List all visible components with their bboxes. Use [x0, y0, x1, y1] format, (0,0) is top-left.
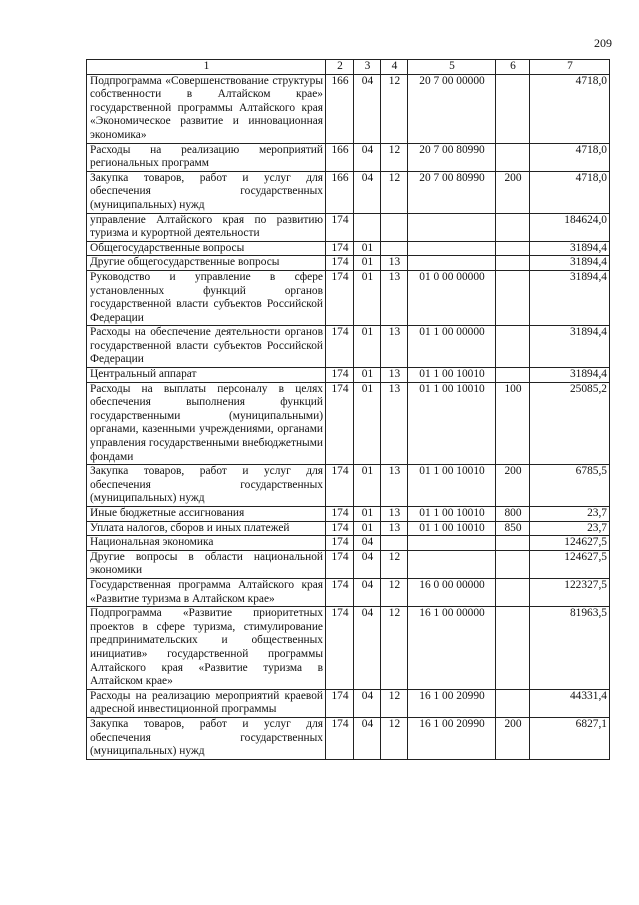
row-name: Другие вопросы в области национальной экономики — [87, 550, 326, 578]
table-row — [87, 270, 610, 325]
subsection-code — [381, 241, 408, 256]
subsection-code: 12 — [381, 550, 408, 578]
row-name: Расходы на реализацию мероприятий краевой адресной инвестиционной программы — [87, 689, 326, 717]
expense-type-code: 850 — [496, 521, 530, 536]
row-name: управление Алтайского края по развитию туризма и курортной деятельности — [87, 213, 326, 241]
amount: 23,7 — [530, 507, 610, 522]
subsection-code: 13 — [381, 465, 408, 507]
table-row — [87, 536, 610, 551]
ministry-code: 174 — [326, 507, 354, 522]
target-article-code: 01 1 00 10010 — [408, 382, 496, 465]
subsection-code: 13 — [381, 507, 408, 522]
column-header: 3 — [354, 60, 381, 75]
column-header: 7 — [530, 60, 610, 75]
expense-type-code: 800 — [496, 507, 530, 522]
target-article-code — [408, 213, 496, 241]
amount: 6827,1 — [530, 717, 610, 759]
row-name: Иные бюджетные ассигнования — [87, 507, 326, 522]
table-row — [87, 74, 610, 143]
column-header: 5 — [408, 60, 496, 75]
row-name: Центральный аппарат — [87, 368, 326, 383]
section-code: 04 — [354, 550, 381, 578]
target-article-code: 01 0 00 00000 — [408, 270, 496, 325]
expense-type-code — [496, 607, 530, 690]
target-article-code: 01 1 00 10010 — [408, 465, 496, 507]
section-code: 01 — [354, 270, 381, 325]
section-code: 04 — [354, 171, 381, 213]
table-row — [87, 689, 610, 717]
table-row — [87, 521, 610, 536]
amount: 124627,5 — [530, 550, 610, 578]
expense-type-code — [496, 143, 530, 171]
subsection-code — [381, 536, 408, 551]
ministry-code: 174 — [326, 550, 354, 578]
section-code — [354, 213, 381, 241]
section-code: 04 — [354, 607, 381, 690]
row-name: Уплата налогов, сборов и иных платежей — [87, 521, 326, 536]
expense-type-code — [496, 550, 530, 578]
expense-type-code — [496, 74, 530, 143]
amount: 31894,4 — [530, 270, 610, 325]
amount: 124627,5 — [530, 536, 610, 551]
column-header: 4 — [381, 60, 408, 75]
table-row — [87, 578, 610, 606]
section-code: 01 — [354, 507, 381, 522]
amount: 31894,4 — [530, 368, 610, 383]
table-row — [87, 507, 610, 522]
ministry-code: 174 — [326, 382, 354, 465]
subsection-code: 13 — [381, 521, 408, 536]
subsection-code: 12 — [381, 689, 408, 717]
target-article-code — [408, 536, 496, 551]
section-code: 01 — [354, 382, 381, 465]
section-code: 01 — [354, 465, 381, 507]
expense-type-code — [496, 578, 530, 606]
expense-type-code — [496, 241, 530, 256]
ministry-code: 174 — [326, 521, 354, 536]
ministry-code: 174 — [326, 607, 354, 690]
amount: 31894,4 — [530, 326, 610, 368]
expense-type-code: 100 — [496, 382, 530, 465]
subsection-code: 13 — [381, 382, 408, 465]
row-name: Закупка товаров, работ и услуг для обеспечения государственных (муниципальных) нужд — [87, 171, 326, 213]
budget-table — [86, 59, 610, 760]
amount: 23,7 — [530, 521, 610, 536]
subsection-code: 13 — [381, 326, 408, 368]
amount: 4718,0 — [530, 143, 610, 171]
table-row — [87, 143, 610, 171]
target-article-code: 16 1 00 20990 — [408, 717, 496, 759]
section-code: 01 — [354, 256, 381, 271]
page-number: 209 — [594, 36, 612, 50]
ministry-code: 174 — [326, 578, 354, 606]
subsection-code: 13 — [381, 368, 408, 383]
expense-type-code — [496, 536, 530, 551]
ministry-code: 166 — [326, 171, 354, 213]
expense-type-code: 200 — [496, 465, 530, 507]
target-article-code: 20 7 00 80990 — [408, 143, 496, 171]
table-row — [87, 465, 610, 507]
ministry-code: 174 — [326, 213, 354, 241]
amount: 6785,5 — [530, 465, 610, 507]
amount: 122327,5 — [530, 578, 610, 606]
expense-type-code: 200 — [496, 171, 530, 213]
subsection-code: 12 — [381, 171, 408, 213]
amount: 25085,2 — [530, 382, 610, 465]
amount: 31894,4 — [530, 241, 610, 256]
amount: 81963,5 — [530, 607, 610, 690]
section-code: 01 — [354, 368, 381, 383]
ministry-code: 174 — [326, 368, 354, 383]
row-name: Закупка товаров, работ и услуг для обеспечения государственных (муниципальных) нужд — [87, 465, 326, 507]
expense-type-code — [496, 256, 530, 271]
target-article-code: 01 1 00 00000 — [408, 326, 496, 368]
row-name: Закупка товаров, работ и услуг для обеспечения государственных (муниципальных) нужд — [87, 717, 326, 759]
target-article-code: 01 1 00 10010 — [408, 521, 496, 536]
target-article-code: 16 1 00 20990 — [408, 689, 496, 717]
table-row — [87, 382, 610, 465]
subsection-code: 12 — [381, 607, 408, 690]
ministry-code: 174 — [326, 536, 354, 551]
row-name: Подпрограмма «Совершенствование структуры собственности в Алтайском крае» государственной программы Алтайского края «Экономическое развитие и инновационная экономика» — [87, 74, 326, 143]
expense-type-code — [496, 213, 530, 241]
ministry-code: 174 — [326, 256, 354, 271]
target-article-code: 20 7 00 80990 — [408, 171, 496, 213]
row-name: Подпрограмма «Развитие приоритетных проектов в сфере туризма, стимулирование предпринимательских и общественных инициатив» государственной программы Алтайского края «Развитие туризма в Алтайском крае» — [87, 607, 326, 690]
subsection-code — [381, 213, 408, 241]
row-name: Расходы на реализацию мероприятий региональных программ — [87, 143, 326, 171]
row-name: Расходы на обеспечение деятельности органов государственной власти субъектов Российской Федерации — [87, 326, 326, 368]
target-article-code: 01 1 00 10010 — [408, 507, 496, 522]
target-article-code: 16 0 00 00000 — [408, 578, 496, 606]
column-header: 2 — [326, 60, 354, 75]
table-row — [87, 241, 610, 256]
ministry-code: 174 — [326, 326, 354, 368]
ministry-code: 174 — [326, 241, 354, 256]
section-code: 04 — [354, 717, 381, 759]
target-article-code — [408, 550, 496, 578]
table-row — [87, 171, 610, 213]
subsection-code: 12 — [381, 74, 408, 143]
expense-type-code: 200 — [496, 717, 530, 759]
expense-type-code — [496, 368, 530, 383]
target-article-code — [408, 241, 496, 256]
table-row — [87, 213, 610, 241]
subsection-code: 13 — [381, 256, 408, 271]
expense-type-code — [496, 270, 530, 325]
row-name: Государственная программа Алтайского края «Развитие туризма в Алтайском крае» — [87, 578, 326, 606]
ministry-code: 174 — [326, 689, 354, 717]
section-code: 01 — [354, 241, 381, 256]
target-article-code: 16 1 00 00000 — [408, 607, 496, 690]
subsection-code: 12 — [381, 717, 408, 759]
expense-type-code — [496, 326, 530, 368]
section-code: 04 — [354, 689, 381, 717]
section-code: 01 — [354, 521, 381, 536]
section-code: 04 — [354, 578, 381, 606]
row-name: Другие общегосударственные вопросы — [87, 256, 326, 271]
subsection-code: 12 — [381, 578, 408, 606]
amount: 4718,0 — [530, 74, 610, 143]
table-row — [87, 717, 610, 759]
section-code: 04 — [354, 74, 381, 143]
ministry-code: 166 — [326, 74, 354, 143]
target-article-code — [408, 256, 496, 271]
amount: 184624,0 — [530, 213, 610, 241]
section-code: 04 — [354, 143, 381, 171]
target-article-code: 01 1 00 10010 — [408, 368, 496, 383]
expense-type-code — [496, 689, 530, 717]
row-name: Общегосударственные вопросы — [87, 241, 326, 256]
amount: 31894,4 — [530, 256, 610, 271]
ministry-code: 166 — [326, 143, 354, 171]
target-article-code: 20 7 00 00000 — [408, 74, 496, 143]
ministry-code: 174 — [326, 465, 354, 507]
column-header: 6 — [496, 60, 530, 75]
table-row — [87, 607, 610, 690]
row-name: Национальная экономика — [87, 536, 326, 551]
table-row — [87, 326, 610, 368]
section-code: 01 — [354, 326, 381, 368]
amount: 44331,4 — [530, 689, 610, 717]
column-header: 1 — [87, 60, 326, 75]
table-row — [87, 256, 610, 271]
section-code: 04 — [354, 536, 381, 551]
ministry-code: 174 — [326, 270, 354, 325]
table-header-row — [87, 60, 610, 75]
table-row — [87, 368, 610, 383]
row-name: Руководство и управление в сфере установленных функций органов государственной власти субъектов Российской Федерации — [87, 270, 326, 325]
ministry-code: 174 — [326, 717, 354, 759]
amount: 4718,0 — [530, 171, 610, 213]
subsection-code: 13 — [381, 270, 408, 325]
table-row — [87, 550, 610, 578]
row-name: Расходы на выплаты персоналу в целях обеспечения выполнения функций государственными (муниципальными) органами, казенными учреждениями, органами управления государственными внебюджетными фондами — [87, 382, 326, 465]
subsection-code: 12 — [381, 143, 408, 171]
